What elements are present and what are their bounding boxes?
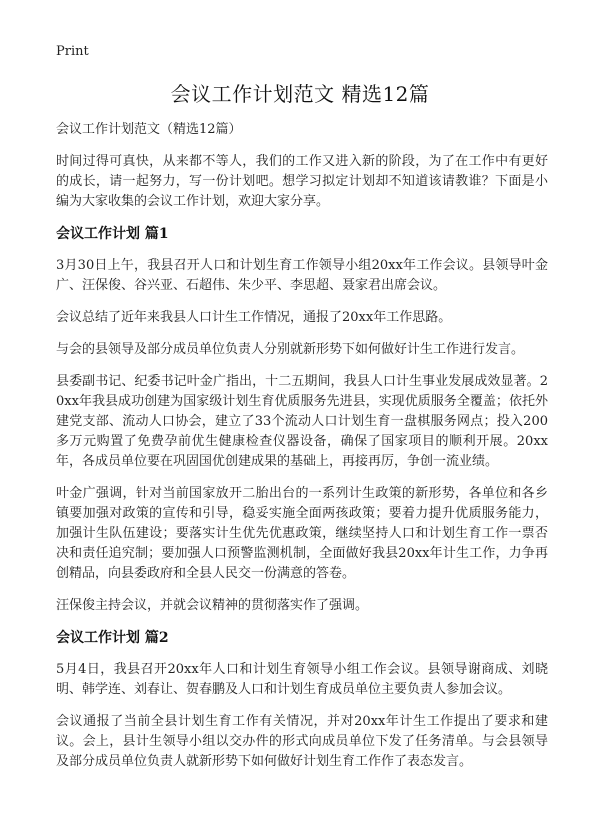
document-body: [56, 120, 548, 784]
paragraph: 汪保俊主持会议，并就会议精神的贯彻落实作了强调。: [56, 598, 369, 613]
page-title: 会议工作计划范文 精选12篇: [170, 82, 430, 106]
paragraph: 与会的县领导及部分成员单位负责人分别就新形势下如何做好计生工作进行发言。: [56, 342, 525, 357]
print-link[interactable]: Print: [56, 44, 89, 59]
section-heading-2: 会议工作计划 篇2: [56, 630, 169, 646]
document-subtitle: 会议工作计划范文（精选12篇）: [56, 122, 242, 137]
paragraph: 叶金广强调，针对当前国家放开二胎出台的一系列计生政策的新形势，各单位和各乡镇要加强对政策的宣传和引导，稳妥实施全面两孩政策；要着力提升优质服务能力，加强计生队伍建设；要落实计生优先优惠政策，继续坚持人口和计划生育工作一票否决和责任追究制；要加强人口预警监测机制，全面做好我县20xx年计生工作，力争再创精品，向县委政府和全县人民交一份满意的答卷。: [56, 486, 548, 581]
paragraph: 会议总结了近年来我县人口计生工作情况，通报了20xx年工作思路。: [56, 310, 452, 325]
paragraph: 5月4日，我县召开20xx年人口和计划生育领导小组工作会议。县领导谢商成、刘晓明、韩学连、刘春让、贺春鹏及人口和计划生育成员单位主要负责人参加会议。: [56, 662, 548, 697]
intro-paragraph: 时间过得可真快，从来都不等人，我们的工作又进入新的阶段，为了在工作中有更好的成长，请一起努力，写一份计划吧。想学习拟定计划却不知道该请教谁？下面是小编为大家收集的会议工作计划，欢迎大家分享。: [56, 154, 548, 209]
section-heading-1: 会议工作计划 篇1: [56, 226, 169, 242]
paragraph: 会议通报了当前全县计划生育工作有关情况，并对20xx年计生工作提出了要求和建议。会上，县计生领导小组以交办件的形式向成员单位下发了任务清单。与会县领导及部分成员单位负责人就新形势下如何做好计划生育工作作了表态发言。: [56, 714, 548, 769]
paragraph: 3月30日上午，我县召开人口和计划生育工作领导小组20xx年工作会议。县领导叶金广、汪保俊、谷兴亚、石超伟、朱少平、李思超、聂家君出席会议。: [56, 258, 548, 293]
paragraph: 县委副书记、纪委书记叶金广指出，十二五期间，我县人口计生事业发展成效显著。20xx年我县成功创建为国家级计划生育优质服务先进县，实现优质服务全覆盖；依托外建党支部、流动人口协会，建立了33个流动人口计划生育一盘棋服务网点；投入200多万元购置了免费孕前优生健康检查仪器设备，确保了国家项目的顺利开展。20xx年，各成员单位要在巩固国优创建成果的基础上，再接再厉，争创一流业绩。: [56, 374, 548, 469]
